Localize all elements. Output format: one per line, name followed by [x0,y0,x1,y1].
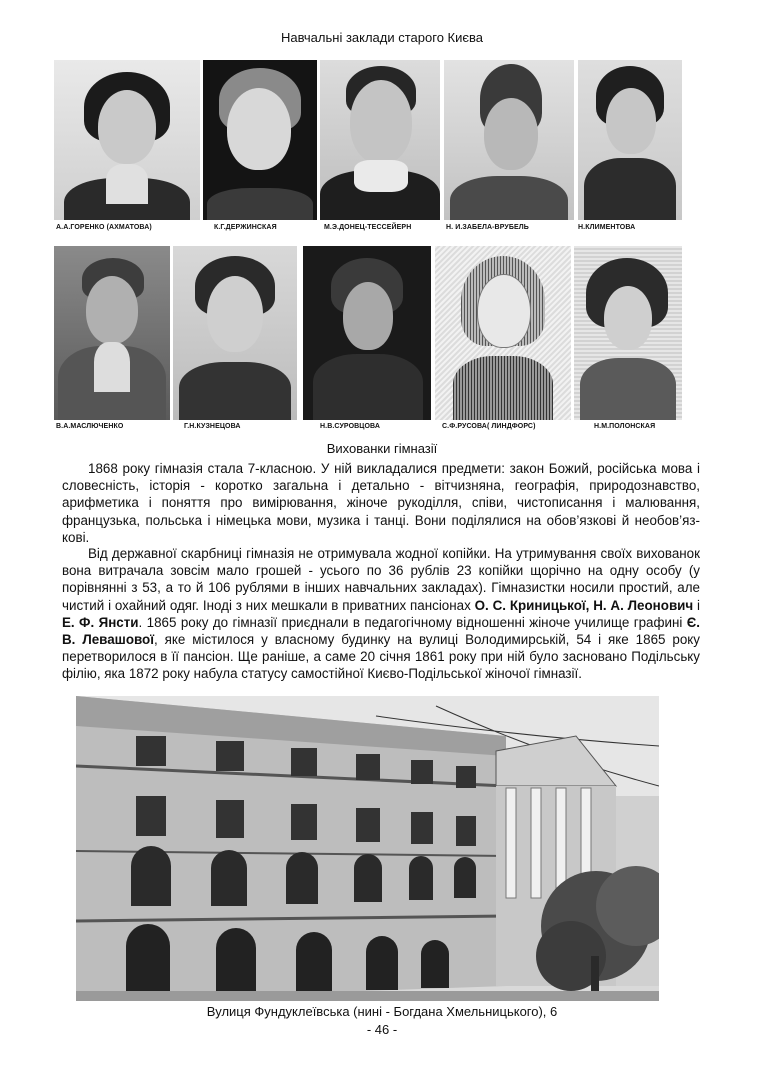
paragraph-2-text: Від державної скарбниці гімназія не отримувала жодної копійки. На утримування своїх вихованок вона витрачала зовсім мало грошей - усього по 36 рублів 23 копійки щорічно на одну особу (у порівнянні з 53, а то й 106 рублями в інших навчальних закладах). Гімназистки носили простий, але чистий і охайний одяг. Іноді з них мешкали в приватних пансіонах [62,546,700,613]
page-number: - 46 - [366,1022,398,1037]
portrait-caption: В.А.МАСЛЮЧЕНКО [56,423,124,430]
building-illustration [76,696,659,1001]
portrait-rusova [435,246,571,420]
paragraph-2-bold: Є. В. Левашової [62,614,700,648]
portrait-caption: М.Э.ДОНЕЦ-ТЕССЕЙЕРН [324,224,412,231]
portrait-caption: С.Ф.РУСОВА( ЛИНДФОРС) [442,423,536,430]
portrait-caption: Н.В.СУРОВЦОВА [320,423,381,430]
paragraph-2-text: і [693,597,700,613]
portrait-akhmatova [54,60,200,220]
paragraph-2-text: . 1865 року до гімназії приєднали в педагогічному відношенні жіноче училище графині [138,614,687,630]
paragraph-2-bold: Е. Ф. Янсти [62,614,139,630]
portrait-surovtsova [303,246,431,420]
building-photo [76,696,659,1001]
portrait-polonskaya [574,246,682,420]
building-caption: Вулиця Фундуклеївська (нині - Богдана Хмельницького), 6 [206,1004,558,1019]
portrait-donets-tesseyern [320,60,440,220]
portrait-maslyuchenko [54,246,170,420]
portrait-caption: А.А.ГОРЕНКО (АХМАТОВА) [56,224,152,231]
paragraph-1 [62,460,700,546]
portrait-kuznetsova [173,246,297,420]
figure-caption: Вихованки гімназії [326,441,438,456]
portrait-caption: Н.М.ПОЛОНСКАЯ [594,423,656,430]
paragraph-2 [62,545,700,683]
portrait-caption: К.Г.ДЕРЖИНСКАЯ [214,224,277,231]
portrait-zabela-vrubel [444,60,574,220]
portrait-caption: Г.Н.КУЗНЕЦОВА [184,423,241,430]
paragraph-2-text: , яке містилося у власному будинку на вулиці Володимирській, 54 і яке 1865 року перетворилося в її пансіон. Ще раніше, а саме 20 січня 1861 року при ній було засновано Подільську філію, яка 1872 року набула статусу самостійної Києво-Подільської жіночої гімназії. [62,632,700,682]
portrait-klimentova [578,60,682,220]
portrait-caption: Н.КЛИМЕНТОВА [578,224,636,231]
paragraph-2-bold: О. С. Криницької, Н. А. Леонович [474,597,694,613]
paragraph-1-text: 1868 року гімназія стала 7-класною. У ній викладалися предмети: закон Божий, російська мова і словесність, історія - коротко загальна і детально - вітчизняна, географія, природознавство, арифметика і поняття про вимірювання, жіноче рукоділля, співи, чистописання і малювання, французька, польська і німецька мови, музика і танці. Вони поділялися на обов’язкові й необов’язкові. [62,461,700,545]
portrait-caption: Н. И.ЗАБЕЛА-ВРУБЕЛЬ [446,224,529,231]
portrait-derzhinskaya [203,60,317,220]
running-header: Навчальні заклади старого Києва [280,30,484,45]
